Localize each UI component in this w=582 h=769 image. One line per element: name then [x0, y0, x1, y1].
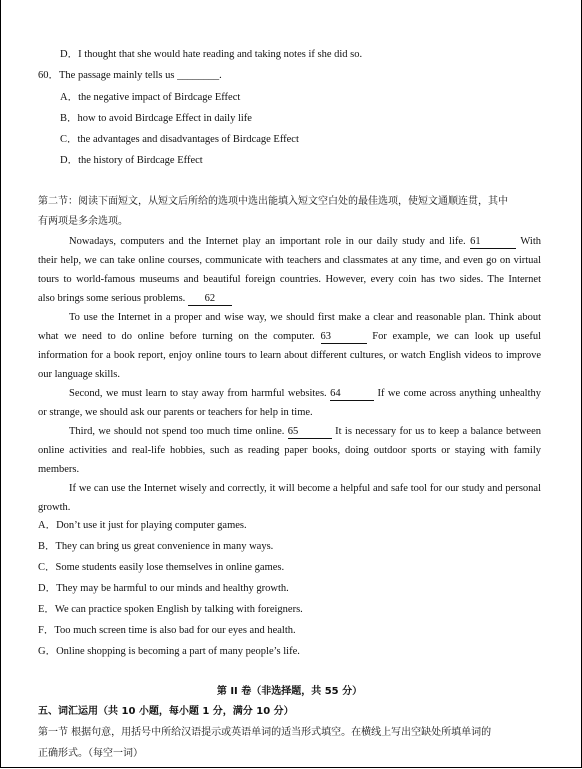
- para2-line4: our language skills.: [38, 369, 120, 380]
- blank-64: 64: [330, 387, 374, 401]
- para4-text: Third, we should not spend too much time online.: [69, 426, 288, 437]
- section2-option-a: A．Don’t use it just for playing computer games.: [38, 520, 247, 531]
- section5-instruction-line2: 正确形式。（每空一词）: [38, 748, 143, 759]
- q60-stem: [38, 67, 541, 85]
- blank-62: 62: [188, 292, 232, 306]
- para2-text-cont: For example, we can look up useful: [366, 331, 541, 342]
- para2-text: what we need to do online before turning on the computer.: [38, 331, 321, 342]
- para1-line2: their help, we can take online courses, communicate with teachers and classmates at any time, and even go on virtual: [38, 255, 541, 266]
- section2-option-g: G．Online shopping is becoming a part of many people’s life.: [38, 646, 300, 657]
- section5-instruction-line1: 第一节 根据句意，用括号中所给汉语提示或英语单词的适当形式填空。在横线上写出空缺处所填单词的: [38, 727, 492, 738]
- q59-option-d: D．I thought that she would hate reading and taking notes if she did so.: [60, 49, 363, 60]
- section5-title: 五、词汇运用（共 10 小题，每小题 1 分，满分 10 分）: [38, 706, 294, 717]
- q60-option-a: A．the negative impact of Birdcage Effect: [60, 92, 241, 103]
- para2-line1: To use the Internet in a proper and wise way, we should first make a clear and reasonable plan. Think about: [69, 312, 541, 323]
- section2-option-d: D．They may be harmful to our minds and healthy growth.: [38, 583, 289, 594]
- para5-line1: If we can use the Internet wisely and correctly, it will become a helpful and safe tool for our study and personal: [69, 483, 541, 494]
- q60-option-b: B．how to avoid Birdcage Effect in daily life: [60, 113, 252, 124]
- section2-instruction-line2: 有两项是多余选项。: [38, 216, 128, 227]
- q60-stem-text: 60．The passage mainly tells us: [38, 70, 178, 81]
- para2-line2: [38, 328, 541, 346]
- para4-line1: [69, 423, 541, 441]
- q60-stem-end: .: [219, 70, 222, 81]
- section2-instruction-line1: 第二节：阅读下面短文，从短文后所给的选项中选出能填入短文空白处的最佳选项，使短文通顺连贯，其中: [38, 196, 508, 207]
- para4-line3: members.: [38, 464, 80, 475]
- section2-option-c: C．Some students easily lose themselves in online games.: [38, 562, 285, 573]
- para1-text-end: also brings some serious problems.: [38, 293, 188, 304]
- blank-65: 65: [288, 425, 332, 439]
- para3-line2: or strange, we should ask our parents or teachers for help in time.: [38, 407, 313, 418]
- para1-line1: [69, 233, 541, 251]
- para1-text: Nowadays, computers and the Internet play an important role in our daily study and life.: [69, 236, 471, 247]
- para3-line1: [69, 385, 541, 403]
- para4-text-cont: It is necessary for us to keep a balance between: [331, 426, 542, 437]
- para1-line4: [38, 290, 541, 308]
- para3-text: Second, we must learn to stay away from harmful websites.: [69, 388, 331, 399]
- para4-line2: online activities and real-life hobbies, such as reading paper books, doing outdoor sports or staying with family: [38, 445, 541, 456]
- blank-61: 61: [470, 235, 516, 249]
- para1-text-cont: With: [516, 236, 541, 247]
- section2-option-e: E．We can practice spoken English by talking with foreigners.: [38, 604, 303, 615]
- part2-heading: 第 II 卷（非选择题，共 55 分）: [216, 686, 363, 697]
- blank-63: 63: [321, 330, 367, 344]
- para2-line3: information for a book report, enjoy online tours to learn about different cultures, or watch English videos to improve: [38, 350, 541, 361]
- q60-answer-blank: ________: [177, 70, 220, 81]
- section2-option-f: F．Too much screen time is also bad for our eyes and health.: [38, 625, 296, 636]
- section2-option-b: B．They can bring us great convenience in many ways.: [38, 541, 274, 552]
- q60-option-c: C．the advantages and disadvantages of Birdcage Effect: [60, 134, 299, 145]
- para3-text-cont: If we come across anything unhealthy: [374, 388, 541, 399]
- q60-option-d: D．the history of Birdcage Effect: [60, 155, 203, 166]
- para1-line3: tours to world-famous museums and beautiful foreign countries. However, every coin has two sides. The Internet: [38, 274, 541, 285]
- para5-line2: growth.: [38, 502, 71, 513]
